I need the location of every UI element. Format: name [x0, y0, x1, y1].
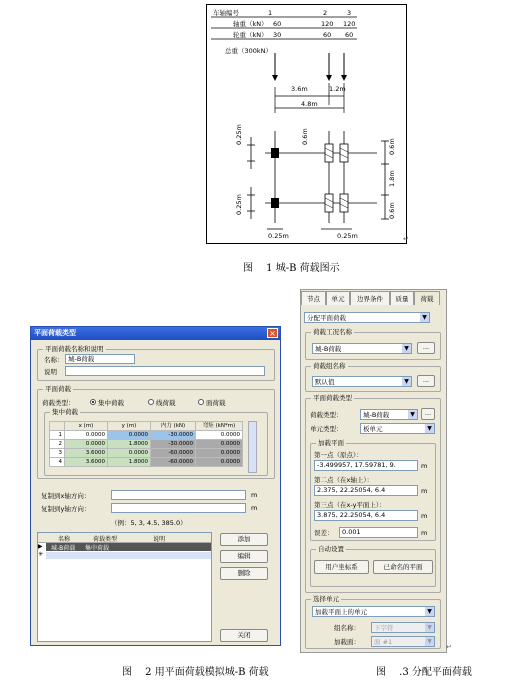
axle-number: 1	[268, 9, 273, 17]
radio-area-label: 面荷载	[206, 399, 226, 407]
cell[interactable]: 0.0000	[196, 440, 243, 449]
axle-load-label: 轴重（kN）	[233, 20, 268, 28]
concentrated-load-table[interactable]	[49, 421, 243, 467]
radio-line[interactable]	[148, 399, 154, 405]
element-type-label: 单元类型：	[310, 425, 343, 433]
list-new-row[interactable]	[46, 552, 211, 559]
cell[interactable]: 0.0000	[108, 449, 151, 458]
cell[interactable]: -30.0000	[151, 440, 196, 449]
select-element-group-title: 选择单元	[313, 595, 339, 603]
list-col-name: 名称	[58, 536, 71, 543]
load-type-more-button[interactable]: ...	[421, 408, 435, 420]
auto-setting-group	[310, 545, 436, 587]
wheel-load: 60	[345, 31, 354, 39]
cell[interactable]: 3.6000	[65, 458, 108, 467]
table-row[interactable]	[50, 449, 243, 458]
wheel-load: 60	[323, 31, 332, 39]
load-face-label: 加载面：	[334, 638, 360, 646]
load-group-group	[305, 362, 441, 392]
axle-number: 2	[323, 9, 328, 17]
table-row[interactable]	[50, 431, 243, 440]
radio-line-label: 线荷载	[156, 399, 176, 407]
axle-number-label: 车轴编号	[213, 9, 239, 17]
figure1-caption: 图 1 城-B 荷载图示	[243, 263, 340, 274]
axle-number: 3	[347, 9, 352, 17]
cell[interactable]: -30.0000	[151, 431, 196, 440]
col-y-header: y (m)	[108, 422, 151, 431]
dim-track-mid: 0.6m	[301, 128, 309, 145]
load-group-more-button[interactable]: ...	[417, 375, 435, 387]
cell[interactable]: -60.0000	[151, 458, 196, 467]
tab-boundary[interactable]: 边界条件	[350, 291, 390, 305]
list-row-type: 集中荷载	[85, 545, 110, 552]
load-diagram-figure	[206, 4, 407, 244]
point3-label: 第三点（在x-y平面上）：	[314, 501, 386, 509]
chevron-down-icon: ▼	[402, 377, 411, 386]
load-type-label: 荷载类型：	[42, 399, 75, 407]
paragraph-mark: ↵	[403, 235, 409, 243]
tolerance-label: 误差：	[314, 529, 334, 537]
cell[interactable]: 0.0000	[196, 431, 243, 440]
tab-mass[interactable]: 质量	[390, 291, 414, 305]
cell[interactable]: 0.0000	[65, 440, 108, 449]
load-face-select[interactable]	[371, 636, 435, 647]
point1-unit: m	[421, 462, 428, 470]
chevron-down-icon: ▼	[420, 313, 429, 322]
cell[interactable]: 1.8000	[108, 440, 151, 449]
concentrated-group-title: 集中荷载	[52, 408, 78, 416]
tab-load[interactable]: 荷载	[414, 291, 440, 305]
copy-x-input[interactable]	[111, 490, 246, 500]
point2-unit: m	[421, 487, 428, 495]
point3-unit: m	[421, 512, 428, 520]
dim-spacing-b: 1.2m	[329, 85, 346, 93]
delete-button[interactable]: 删除	[220, 567, 268, 580]
col-moment-header: 弯矩 (kN*m)	[196, 422, 243, 431]
dim-gauge-right-bottom: 0.6m	[388, 202, 396, 219]
load-group-group-title: 荷载组名称	[313, 362, 346, 370]
name-label: 名称：	[44, 356, 64, 364]
list-col-type: 荷载类型	[93, 536, 118, 543]
tab-node[interactable]: 节点	[301, 291, 326, 305]
close-icon[interactable]: ×	[267, 328, 278, 338]
list-col-desc: 说明	[153, 536, 166, 543]
paragraph-mark: ↵	[446, 643, 452, 651]
ucs-button[interactable]: 用户坐标系	[314, 560, 369, 574]
figure2-caption: 图 2 用平面荷载模拟城-B 荷载	[122, 667, 269, 678]
element-type-select[interactable]	[360, 423, 435, 434]
plane-load-type-group	[305, 394, 441, 593]
cell[interactable]: 0.0000	[108, 431, 151, 440]
name-input[interactable]: 城-B荷载	[65, 354, 135, 364]
tolerance-input[interactable]: 0.001	[339, 527, 418, 538]
chevron-down-icon: ▼	[402, 344, 411, 353]
total-weight: 总重（300kN）	[225, 47, 273, 55]
tab-element[interactable]: 单元	[326, 291, 350, 305]
plane-load-group	[37, 385, 275, 479]
load-case-value: 城-B荷载	[315, 345, 342, 353]
dim-spacing-a: 3.6m	[291, 85, 308, 93]
load-group-select[interactable]	[312, 376, 412, 387]
row-index: 4	[50, 458, 65, 467]
list-row[interactable]	[46, 543, 211, 551]
load-plane-group	[310, 439, 436, 541]
point2-input[interactable]: 2.375, 22.25054, 6.4	[314, 485, 418, 496]
chevron-down-icon: ▼	[425, 637, 434, 646]
load-command-select[interactable]	[304, 312, 430, 323]
copy-x-label: 复制到x轴方向：	[41, 492, 91, 500]
load-group-value: 默认值	[315, 378, 335, 386]
copy-example: （例：5, 3, 4.5, 385.0）	[111, 519, 187, 527]
plane-load-group-title: 平面荷载	[45, 385, 71, 393]
chevron-down-icon: ▼	[425, 623, 434, 632]
load-plane-group-title: 加载平面	[318, 439, 344, 447]
cell[interactable]: 3.6000	[65, 449, 108, 458]
radio-area[interactable]	[198, 399, 204, 405]
row-index: 3	[50, 449, 65, 458]
dim-bottom-right: 0.25m	[337, 232, 358, 240]
load-type-value: 城-B荷载	[363, 411, 390, 419]
load-face-value: 面 #1	[374, 638, 393, 646]
load-case-select[interactable]	[312, 343, 412, 354]
dim-bottom-left: 0.25m	[268, 232, 289, 240]
group-name-value: 下字符	[374, 624, 394, 632]
dim-total-length: 4.8m	[301, 100, 318, 108]
group-name-label: 组名称：	[334, 624, 360, 632]
load-type-label: 荷载类型：	[310, 411, 343, 419]
group-name-select[interactable]	[371, 622, 435, 633]
row-index: 1	[50, 431, 65, 440]
add-button[interactable]: 添加	[220, 533, 268, 546]
plane-load-type-dialog	[30, 326, 281, 646]
cell[interactable]: 0.0000	[65, 431, 108, 440]
dim-gauge-left: 0.25m	[235, 194, 243, 215]
axle-load: 60	[273, 20, 282, 28]
dim-gauge-right-mid: 1.8m	[388, 170, 396, 187]
load-case-group-title: 荷载工况名称	[313, 328, 352, 336]
description-label: 说明	[44, 368, 57, 376]
point2-label: 第二点（在x轴上）：	[314, 476, 374, 484]
list-header	[38, 533, 211, 543]
dialog-title: 平面荷载类型	[31, 327, 280, 340]
load-command-value: 分配平面荷载	[307, 314, 346, 322]
cell[interactable]: 0.0000	[196, 449, 243, 458]
current-row-arrow-icon: ▶	[38, 543, 43, 550]
name-group-title: 平面荷载名称和说明	[45, 345, 104, 353]
copy-y-input[interactable]	[111, 503, 246, 513]
row-index: 2	[50, 440, 65, 449]
plane-load-list[interactable]	[37, 532, 212, 642]
load-type-select[interactable]	[360, 409, 418, 420]
wheel-load: 30	[273, 31, 282, 39]
list-row-name: 城-B荷载	[51, 545, 76, 552]
figure3-caption: 图 .3 分配平面荷载	[376, 667, 472, 678]
dim-gauge-right-top: 0.6m	[388, 138, 396, 155]
select-element-value: 加载平面上的单元	[315, 608, 367, 616]
load-case-group	[305, 328, 441, 360]
edit-button[interactable]: 编辑	[220, 550, 268, 563]
close-button[interactable]: 关闭	[220, 629, 268, 642]
tolerance-unit: m	[421, 529, 428, 537]
concentrated-load-group	[44, 408, 268, 476]
chevron-down-icon: ▼	[408, 410, 417, 419]
select-element-select[interactable]	[312, 606, 435, 617]
table-row[interactable]	[50, 458, 243, 467]
point1-input[interactable]: -3.499957, 17.59781, 9.	[314, 460, 418, 471]
named-plane-button[interactable]: 已命名的平面	[373, 560, 433, 574]
chevron-down-icon: ▼	[425, 424, 434, 433]
new-row-star-icon: ✳	[38, 551, 44, 558]
col-force-header: 内力 (kN)	[151, 422, 196, 431]
auto-setting-group-title: 自动设置	[318, 545, 344, 553]
cell[interactable]: 1.8000	[108, 458, 151, 467]
radio-concentrated-label: 集中荷载	[98, 399, 124, 407]
table-scrollbar[interactable]	[248, 421, 257, 473]
name-group	[37, 345, 275, 381]
chevron-down-icon: ▼	[425, 607, 434, 616]
select-element-group	[305, 595, 441, 649]
axle-load: 120	[343, 20, 356, 28]
table-row[interactable]	[50, 440, 243, 449]
element-type-value: 板单元	[363, 425, 383, 433]
description-input[interactable]	[65, 366, 265, 376]
cell[interactable]: -60.0000	[151, 449, 196, 458]
assign-plane-load-panel	[300, 289, 447, 653]
copy-y-label: 复制到y轴方向：	[41, 505, 91, 513]
dim-track-left: 0.25m	[235, 124, 243, 145]
col-x-header: x (m)	[65, 422, 108, 431]
copy-x-unit: m	[251, 491, 258, 499]
point1-label: 第一点（原点）：	[314, 451, 363, 459]
axle-load: 120	[321, 20, 334, 28]
radio-concentrated[interactable]	[90, 399, 96, 405]
wheel-load-label: 轮重（kN）	[233, 31, 268, 39]
load-case-more-button[interactable]: ...	[417, 342, 435, 354]
copy-y-unit: m	[251, 504, 258, 512]
plane-load-type-group-title: 平面荷载类型	[313, 394, 352, 402]
cell[interactable]: 0.0000	[196, 458, 243, 467]
point3-input[interactable]: 3.875, 22.25054, 6.4	[314, 510, 418, 521]
